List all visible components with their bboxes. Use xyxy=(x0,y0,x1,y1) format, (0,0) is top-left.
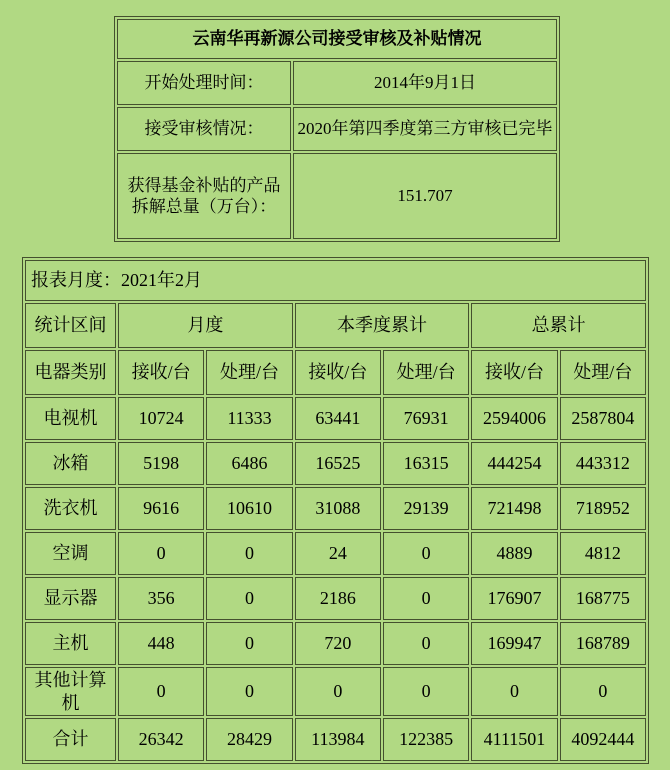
report-table xyxy=(22,257,649,764)
value-cell: 0 xyxy=(383,667,469,716)
start-time-value: 2014年9月1日 xyxy=(293,61,557,105)
table-row xyxy=(25,577,646,620)
category-cell: 主机 xyxy=(25,622,116,665)
value-cell: 10724 xyxy=(118,397,204,440)
report-month-label: 报表月度：2021年2月 xyxy=(25,260,646,301)
table-row xyxy=(25,442,646,485)
value-cell: 4812 xyxy=(560,532,646,575)
value-cell: 29139 xyxy=(383,487,469,530)
value-cell: 24 xyxy=(295,532,381,575)
stat-range-header: 统计区间 xyxy=(25,303,116,348)
value-cell: 11333 xyxy=(206,397,292,440)
value-cell: 176907 xyxy=(471,577,557,620)
value-cell: 2594006 xyxy=(471,397,557,440)
category-cell: 显示器 xyxy=(25,577,116,620)
value-cell: 76931 xyxy=(383,397,469,440)
value-cell: 0 xyxy=(560,667,646,716)
value-cell: 169947 xyxy=(471,622,557,665)
summary-table xyxy=(114,16,560,242)
value-cell: 356 xyxy=(118,577,204,620)
value-cell: 28429 xyxy=(206,718,292,761)
value-cell: 0 xyxy=(383,622,469,665)
category-cell: 空调 xyxy=(25,532,116,575)
column-header-processed: 处理/台 xyxy=(560,350,646,395)
column-header-processed: 处理/台 xyxy=(206,350,292,395)
category-cell: 电视机 xyxy=(25,397,116,440)
table-row xyxy=(25,397,646,440)
category-cell: 冰箱 xyxy=(25,442,116,485)
value-cell: 63441 xyxy=(295,397,381,440)
category-cell: 洗衣机 xyxy=(25,487,116,530)
value-cell: 4092444 xyxy=(560,718,646,761)
table-row xyxy=(117,153,557,239)
table-row xyxy=(117,61,557,105)
group-header-quarter: 本季度累计 xyxy=(295,303,470,348)
value-cell: 168789 xyxy=(560,622,646,665)
value-cell: 168775 xyxy=(560,577,646,620)
value-cell: 448 xyxy=(118,622,204,665)
value-cell: 0 xyxy=(206,532,292,575)
value-cell: 0 xyxy=(118,667,204,716)
value-cell: 16525 xyxy=(295,442,381,485)
table-row xyxy=(25,487,646,530)
value-cell: 122385 xyxy=(383,718,469,761)
value-cell: 2587804 xyxy=(560,397,646,440)
value-cell: 0 xyxy=(206,577,292,620)
value-cell: 4889 xyxy=(471,532,557,575)
table-row xyxy=(25,667,646,716)
column-header-received: 接收/台 xyxy=(118,350,204,395)
value-cell: 0 xyxy=(206,622,292,665)
value-cell: 2186 xyxy=(295,577,381,620)
category-cell: 其他计算机 xyxy=(25,667,116,716)
table-row xyxy=(117,107,557,151)
value-cell: 444254 xyxy=(471,442,557,485)
summary-table-title: 云南华再新源公司接受审核及补贴情况 xyxy=(117,19,557,59)
category-header: 电器类别 xyxy=(25,350,116,395)
value-cell: 0 xyxy=(383,577,469,620)
value-cell: 0 xyxy=(206,667,292,716)
start-time-label: 开始处理时间： xyxy=(117,61,291,105)
subsidy-total-value: 151.707 xyxy=(293,153,557,239)
value-cell: 720 xyxy=(295,622,381,665)
value-cell: 443312 xyxy=(560,442,646,485)
column-header-processed: 处理/台 xyxy=(383,350,469,395)
value-cell: 9616 xyxy=(118,487,204,530)
value-cell: 0 xyxy=(295,667,381,716)
section-header-row xyxy=(25,303,646,348)
table-row xyxy=(25,532,646,575)
value-cell: 721498 xyxy=(471,487,557,530)
group-header-monthly: 月度 xyxy=(118,303,293,348)
value-cell: 31088 xyxy=(295,487,381,530)
column-header-received: 接收/台 xyxy=(295,350,381,395)
value-cell: 5198 xyxy=(118,442,204,485)
value-cell: 0 xyxy=(471,667,557,716)
column-header-received: 接收/台 xyxy=(471,350,557,395)
value-cell: 0 xyxy=(118,532,204,575)
audit-status-label: 接受审核情况： xyxy=(117,107,291,151)
value-cell: 16315 xyxy=(383,442,469,485)
value-cell: 10610 xyxy=(206,487,292,530)
table-row xyxy=(25,718,646,761)
subsidy-total-label: 获得基金补贴的产品拆解总量（万台）： xyxy=(117,153,291,239)
value-cell: 113984 xyxy=(295,718,381,761)
summary-title-row xyxy=(117,19,557,59)
value-cell: 718952 xyxy=(560,487,646,530)
value-cell: 0 xyxy=(383,532,469,575)
value-cell: 4111501 xyxy=(471,718,557,761)
value-cell: 6486 xyxy=(206,442,292,485)
category-cell: 合计 xyxy=(25,718,116,761)
report-month-row xyxy=(25,260,646,301)
group-header-total: 总累计 xyxy=(471,303,646,348)
audit-status-value: 2020年第四季度第三方审核已完毕 xyxy=(293,107,557,151)
table-row xyxy=(25,622,646,665)
columns-header-row xyxy=(25,350,646,395)
value-cell: 26342 xyxy=(118,718,204,761)
